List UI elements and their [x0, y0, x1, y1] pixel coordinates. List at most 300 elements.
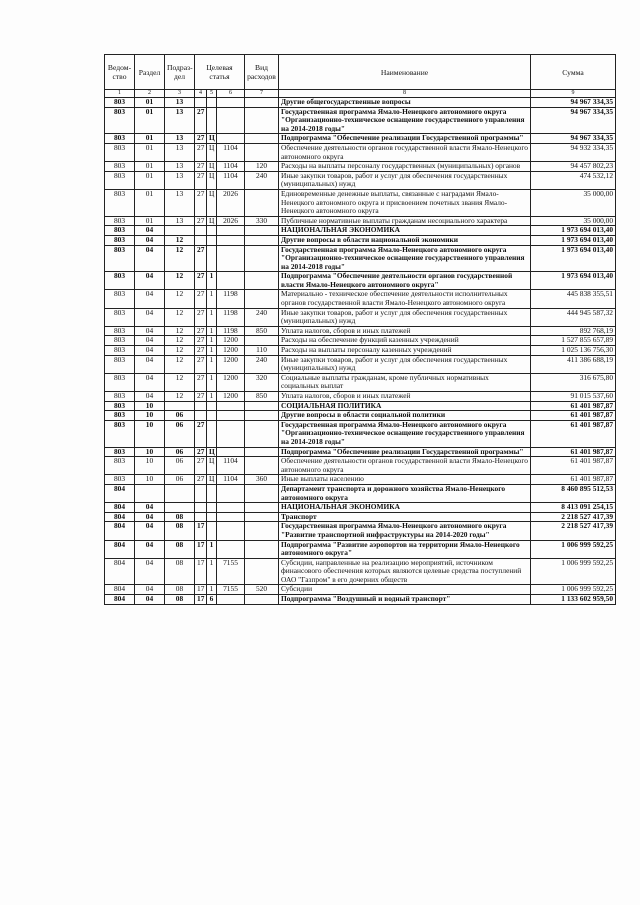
cell-target-program: 27	[195, 272, 207, 290]
cell-name: НАЦИОНАЛЬНАЯ ЭКОНОМИКА	[279, 226, 531, 236]
cell-razdel: 04	[135, 595, 165, 605]
table-row	[105, 595, 616, 605]
cell-expense-type	[245, 484, 279, 502]
table-row	[105, 346, 616, 356]
cell-target-direction: 1104	[217, 457, 245, 475]
cell-target-direction: 1200	[217, 346, 245, 356]
cell-expense-type	[245, 522, 279, 540]
cell-name: Расходы на обеспечение функций казенных учреждений	[279, 336, 531, 346]
cell-name: Государственная программа Ямало-Ненецкого автономного округа "Организационно-техническое оснащение государственного управления на 2014-2018 годы"	[279, 245, 531, 272]
cell-vedomstvo: 803	[105, 392, 135, 402]
cell-target-program: 27	[195, 447, 207, 457]
cell-target-program: 27	[195, 189, 207, 216]
table-row	[105, 484, 616, 502]
cell-amount: 8 460 895 512,53	[531, 484, 616, 502]
table-row	[105, 162, 616, 172]
cell-podrazdel: 12	[165, 290, 195, 308]
cell-podrazdel: 12	[165, 392, 195, 402]
cell-podrazdel: 08	[165, 558, 195, 585]
cell-name: Социальные выплаты гражданам, кроме публичных нормативных социальных выплат	[279, 373, 531, 391]
budget-table-body	[105, 98, 616, 605]
cell-target-program	[195, 484, 207, 502]
cell-target-program	[195, 401, 207, 411]
cell-amount: 411 386 688,19	[531, 355, 616, 373]
cell-expense-type	[245, 457, 279, 475]
column-number: 4	[195, 90, 207, 98]
cell-target-direction: 1200	[217, 392, 245, 402]
table-row	[105, 411, 616, 421]
cell-target-direction: 7155	[217, 558, 245, 585]
table-row	[105, 475, 616, 485]
cell-target-subprogram: 6	[207, 595, 217, 605]
column-number: 2	[135, 90, 165, 98]
cell-target-subprogram: 1	[207, 355, 217, 373]
cell-razdel: 01	[135, 189, 165, 216]
cell-target-program: 27	[195, 326, 207, 336]
cell-expense-type	[245, 98, 279, 108]
cell-target-direction	[217, 401, 245, 411]
cell-target-direction: 1200	[217, 373, 245, 391]
cell-target-direction	[217, 235, 245, 245]
cell-podrazdel: 06	[165, 411, 195, 421]
cell-name: Государственная программа Ямало-Ненецкого автономного округа "Развитие транспортной инфраструктуры на 2014-2020 годы"	[279, 522, 531, 540]
cell-podrazdel: 12	[165, 336, 195, 346]
cell-name: Транспорт	[279, 512, 531, 522]
cell-amount: 61 401 987,87	[531, 457, 616, 475]
cell-vedomstvo: 803	[105, 411, 135, 421]
cell-target-direction	[217, 540, 245, 558]
cell-expense-type	[245, 401, 279, 411]
cell-vedomstvo: 804	[105, 595, 135, 605]
cell-name: Подпрограмма "Воздушный и водный транспорт"	[279, 595, 531, 605]
budget-table	[104, 54, 616, 605]
cell-target-subprogram: Ц	[207, 143, 217, 161]
cell-amount: 61 401 987,87	[531, 411, 616, 421]
cell-expense-type: 850	[245, 392, 279, 402]
cell-expense-type	[245, 411, 279, 421]
cell-target-program: 27	[195, 245, 207, 272]
cell-razdel	[135, 484, 165, 502]
cell-target-direction: 1198	[217, 326, 245, 336]
cell-expense-type: 120	[245, 162, 279, 172]
cell-razdel: 04	[135, 373, 165, 391]
cell-podrazdel: 13	[165, 162, 195, 172]
cell-razdel: 04	[135, 585, 165, 595]
cell-amount: 94 457 802,23	[531, 162, 616, 172]
header-vedomstvo: Ведом-ство	[105, 55, 135, 90]
cell-amount: 94 932 334,35	[531, 143, 616, 161]
header-row	[105, 55, 616, 90]
cell-vedomstvo: 803	[105, 107, 135, 134]
cell-target-direction	[217, 411, 245, 421]
cell-target-direction	[217, 420, 245, 447]
cell-target-direction: 1198	[217, 308, 245, 326]
table-row	[105, 134, 616, 144]
cell-name: Департамент транспорта и дорожного хозяйства Ямало-Ненецкого автономного округа	[279, 484, 531, 502]
column-number: 3	[165, 90, 195, 98]
cell-vedomstvo: 803	[105, 226, 135, 236]
cell-razdel: 04	[135, 512, 165, 522]
cell-vedomstvo: 803	[105, 457, 135, 475]
cell-name: Иные закупки товаров, работ и услуг для обеспечения государственных (муниципальных) нужд	[279, 171, 531, 189]
cell-razdel: 01	[135, 134, 165, 144]
cell-target-subprogram	[207, 503, 217, 513]
cell-vedomstvo: 803	[105, 162, 135, 172]
cell-expense-type	[245, 290, 279, 308]
cell-razdel: 01	[135, 216, 165, 226]
cell-expense-type	[245, 540, 279, 558]
cell-target-program: 27	[195, 216, 207, 226]
cell-amount: 61 401 987,87	[531, 475, 616, 485]
table-row	[105, 447, 616, 457]
cell-amount: 35 000,00	[531, 189, 616, 216]
cell-expense-type	[245, 336, 279, 346]
cell-expense-type: 330	[245, 216, 279, 226]
cell-target-program: 27	[195, 457, 207, 475]
cell-vedomstvo: 803	[105, 401, 135, 411]
table-row	[105, 585, 616, 595]
cell-vedomstvo: 803	[105, 98, 135, 108]
table-row	[105, 143, 616, 161]
cell-vedomstvo: 803	[105, 171, 135, 189]
cell-target-direction	[217, 522, 245, 540]
cell-target-subprogram: 1	[207, 336, 217, 346]
cell-name: Расходы на выплаты персоналу государственных (муниципальных) органов	[279, 162, 531, 172]
header-vid-rashodov: Вид расходов	[245, 55, 279, 90]
cell-amount: 1 973 694 013,40	[531, 245, 616, 272]
cell-target-direction	[217, 447, 245, 457]
cell-name: Материально - техническое обеспечение деятельности исполнительных органов государственной власти Ямало-Ненецкого автономного округа	[279, 290, 531, 308]
cell-target-subprogram: 1	[207, 540, 217, 558]
cell-target-subprogram: Ц	[207, 457, 217, 475]
cell-podrazdel: 08	[165, 540, 195, 558]
cell-name: Государственная программа Ямало-Ненецкого автономного округа "Организационно-техническое оснащение государственного управления на 2014-2018 годы"	[279, 420, 531, 447]
cell-target-subprogram: Ц	[207, 475, 217, 485]
cell-name: СОЦИАЛЬНАЯ ПОЛИТИКА	[279, 401, 531, 411]
cell-vedomstvo: 803	[105, 373, 135, 391]
cell-target-program: 27	[195, 143, 207, 161]
cell-target-direction	[217, 595, 245, 605]
cell-vedomstvo: 803	[105, 143, 135, 161]
cell-target-program: 17	[195, 595, 207, 605]
cell-podrazdel: 13	[165, 134, 195, 144]
cell-amount: 94 967 334,35	[531, 134, 616, 144]
cell-expense-type	[245, 245, 279, 272]
cell-podrazdel: 13	[165, 143, 195, 161]
table-row	[105, 235, 616, 245]
cell-target-direction: 2026	[217, 216, 245, 226]
cell-podrazdel: 12	[165, 272, 195, 290]
table-row	[105, 216, 616, 226]
cell-target-program: 27	[195, 373, 207, 391]
cell-vedomstvo: 803	[105, 189, 135, 216]
cell-vedomstvo: 804	[105, 503, 135, 513]
cell-expense-type	[245, 558, 279, 585]
cell-vedomstvo: 804	[105, 558, 135, 585]
cell-target-program: 27	[195, 134, 207, 144]
cell-podrazdel: 08	[165, 595, 195, 605]
cell-podrazdel: 12	[165, 373, 195, 391]
cell-target-direction: 1198	[217, 290, 245, 308]
cell-target-program: 27	[195, 420, 207, 447]
cell-target-program: 17	[195, 558, 207, 585]
cell-podrazdel: 08	[165, 522, 195, 540]
table-row	[105, 401, 616, 411]
table-row	[105, 272, 616, 290]
cell-amount: 2 218 527 417,39	[531, 522, 616, 540]
cell-target-subprogram: Ц	[207, 134, 217, 144]
cell-razdel: 04	[135, 558, 165, 585]
table-row	[105, 308, 616, 326]
cell-target-program: 27	[195, 346, 207, 356]
cell-podrazdel: 13	[165, 107, 195, 134]
cell-name: Подпрограмма "Развитие аэропортов на территории Ямало-Ненецкого автономного округа"	[279, 540, 531, 558]
cell-podrazdel: 06	[165, 420, 195, 447]
cell-expense-type	[245, 447, 279, 457]
cell-podrazdel: 12	[165, 355, 195, 373]
cell-target-direction: 1104	[217, 143, 245, 161]
cell-expense-type	[245, 503, 279, 513]
cell-name: Публичные нормативные выплаты гражданам несоциального характера	[279, 216, 531, 226]
cell-amount: 35 000,00	[531, 216, 616, 226]
column-number: 9	[531, 90, 616, 98]
cell-target-program	[195, 512, 207, 522]
cell-podrazdel: 12	[165, 245, 195, 272]
table-row	[105, 326, 616, 336]
cell-vedomstvo: 804	[105, 585, 135, 595]
cell-expense-type: 850	[245, 326, 279, 336]
cell-vedomstvo: 803	[105, 355, 135, 373]
cell-name: Иные закупки товаров, работ и услуг для обеспечения государственных (муниципальных) нужд	[279, 308, 531, 326]
cell-vedomstvo: 803	[105, 420, 135, 447]
cell-expense-type	[245, 595, 279, 605]
table-row	[105, 355, 616, 373]
cell-podrazdel	[165, 401, 195, 411]
cell-target-subprogram: Ц	[207, 447, 217, 457]
cell-target-subprogram: 1	[207, 272, 217, 290]
cell-vedomstvo: 803	[105, 290, 135, 308]
cell-razdel: 04	[135, 308, 165, 326]
cell-target-program: 27	[195, 392, 207, 402]
cell-target-program	[195, 503, 207, 513]
cell-target-program: 27	[195, 308, 207, 326]
cell-name: НАЦИОНАЛЬНАЯ ЭКОНОМИКА	[279, 503, 531, 513]
cell-razdel: 04	[135, 290, 165, 308]
cell-target-program: 27	[195, 355, 207, 373]
cell-amount: 1 006 999 592,25	[531, 585, 616, 595]
cell-target-subprogram: 1	[207, 290, 217, 308]
cell-target-direction	[217, 134, 245, 144]
cell-target-subprogram	[207, 420, 217, 447]
cell-amount: 8 413 091 254,15	[531, 503, 616, 513]
cell-target-direction: 1104	[217, 162, 245, 172]
cell-name: Расходы на выплаты персоналу казенных учреждений	[279, 346, 531, 356]
cell-razdel: 04	[135, 326, 165, 336]
cell-target-subprogram	[207, 411, 217, 421]
cell-target-program	[195, 235, 207, 245]
cell-razdel: 04	[135, 272, 165, 290]
cell-name: Иные выплаты населению	[279, 475, 531, 485]
cell-target-direction	[217, 512, 245, 522]
cell-amount: 1 973 694 013,40	[531, 235, 616, 245]
table-row	[105, 171, 616, 189]
cell-vedomstvo: 803	[105, 272, 135, 290]
table-row	[105, 522, 616, 540]
cell-target-subprogram: Ц	[207, 189, 217, 216]
cell-amount: 474 532,12	[531, 171, 616, 189]
cell-podrazdel	[165, 226, 195, 236]
table-row	[105, 107, 616, 134]
cell-target-program: 27	[195, 171, 207, 189]
cell-expense-type: 240	[245, 171, 279, 189]
cell-expense-type: 110	[245, 346, 279, 356]
cell-vedomstvo: 803	[105, 245, 135, 272]
cell-target-direction: 1200	[217, 336, 245, 346]
cell-name: Подпрограмма "Обеспечение реализации Государственной программы"	[279, 447, 531, 457]
cell-amount: 94 967 334,35	[531, 107, 616, 134]
cell-razdel: 04	[135, 346, 165, 356]
cell-amount: 2 218 527 417,39	[531, 512, 616, 522]
cell-razdel: 10	[135, 411, 165, 421]
cell-podrazdel: 13	[165, 98, 195, 108]
column-number: 1	[105, 90, 135, 98]
cell-podrazdel	[165, 484, 195, 502]
cell-razdel: 04	[135, 355, 165, 373]
cell-target-subprogram: Ц	[207, 162, 217, 172]
cell-podrazdel: 13	[165, 216, 195, 226]
table-row	[105, 558, 616, 585]
cell-target-program: 17	[195, 522, 207, 540]
cell-razdel: 04	[135, 522, 165, 540]
cell-podrazdel: 13	[165, 171, 195, 189]
cell-name: Обеспечение деятельности органов государственной власти Ямало-Ненецкого автономного округа	[279, 457, 531, 475]
cell-amount: 1 133 602 959,50	[531, 595, 616, 605]
cell-target-direction: 1104	[217, 475, 245, 485]
header-razdel: Раздел	[135, 55, 165, 90]
cell-name: Другие вопросы в области национальной экономики	[279, 235, 531, 245]
cell-target-direction: 2026	[217, 189, 245, 216]
cell-name: Уплата налогов, сборов и иных платежей	[279, 392, 531, 402]
table-row	[105, 420, 616, 447]
cell-name: Единовременные денежные выплаты, связанные с наградами Ямало-Ненецкого автономного округа и присвоением почетных звания Ямало-Ненецкого автономного округа	[279, 189, 531, 216]
cell-target-direction	[217, 98, 245, 108]
cell-amount: 1 006 999 592,25	[531, 558, 616, 585]
cell-expense-type	[245, 143, 279, 161]
cell-target-subprogram	[207, 226, 217, 236]
cell-vedomstvo: 803	[105, 336, 135, 346]
cell-podrazdel: 06	[165, 475, 195, 485]
cell-podrazdel	[165, 503, 195, 513]
cell-name: Государственная программа Ямало-Ненецкого автономного округа "Организационно-техническое оснащение государственного управления на 2014-2018 годы"	[279, 107, 531, 134]
cell-amount: 1 973 694 013,40	[531, 272, 616, 290]
cell-razdel: 04	[135, 245, 165, 272]
cell-name: Подпрограмма "Обеспечение деятельности органов государственной власти Ямало-Ненецкого автономного округа"	[279, 272, 531, 290]
cell-expense-type	[245, 134, 279, 144]
cell-vedomstvo: 803	[105, 475, 135, 485]
cell-vedomstvo: 803	[105, 235, 135, 245]
cell-expense-type: 240	[245, 308, 279, 326]
cell-amount: 1 527 855 657,89	[531, 336, 616, 346]
cell-name: Другие вопросы в области социальной политики	[279, 411, 531, 421]
cell-vedomstvo: 803	[105, 447, 135, 457]
cell-podrazdel: 08	[165, 512, 195, 522]
cell-name: Субсидии	[279, 585, 531, 595]
cell-target-direction	[217, 272, 245, 290]
cell-amount: 316 675,80	[531, 373, 616, 391]
table-row	[105, 392, 616, 402]
cell-target-direction	[217, 226, 245, 236]
cell-target-direction	[217, 503, 245, 513]
cell-target-direction: 1104	[217, 171, 245, 189]
cell-target-subprogram: 1	[207, 373, 217, 391]
cell-target-subprogram: Ц	[207, 171, 217, 189]
cell-expense-type: 360	[245, 475, 279, 485]
cell-podrazdel: 12	[165, 308, 195, 326]
cell-target-program: 17	[195, 540, 207, 558]
cell-razdel: 10	[135, 475, 165, 485]
cell-razdel: 01	[135, 171, 165, 189]
cell-podrazdel: 12	[165, 326, 195, 336]
cell-amount: 91 015 537,60	[531, 392, 616, 402]
cell-podrazdel: 08	[165, 585, 195, 595]
cell-expense-type	[245, 235, 279, 245]
table-row	[105, 189, 616, 216]
cell-razdel: 04	[135, 503, 165, 513]
cell-target-subprogram	[207, 484, 217, 502]
cell-target-subprogram	[207, 401, 217, 411]
cell-amount: 1 025 136 756,30	[531, 346, 616, 356]
table-row	[105, 290, 616, 308]
cell-target-program: 27	[195, 336, 207, 346]
cell-razdel: 04	[135, 336, 165, 346]
cell-name: Другие общегосударственные вопросы	[279, 98, 531, 108]
cell-target-program	[195, 98, 207, 108]
header-podrazdel: Подраз-дел	[165, 55, 195, 90]
cell-target-subprogram	[207, 522, 217, 540]
cell-podrazdel: 06	[165, 457, 195, 475]
table-row	[105, 503, 616, 513]
cell-podrazdel: 13	[165, 189, 195, 216]
cell-target-subprogram: 1	[207, 308, 217, 326]
cell-target-program: 17	[195, 585, 207, 595]
cell-razdel: 01	[135, 107, 165, 134]
cell-vedomstvo: 804	[105, 540, 135, 558]
cell-razdel: 10	[135, 457, 165, 475]
cell-vedomstvo: 803	[105, 326, 135, 336]
column-number: 7	[245, 90, 279, 98]
cell-amount: 444 945 587,32	[531, 308, 616, 326]
cell-amount: 445 838 355,51	[531, 290, 616, 308]
table-row	[105, 245, 616, 272]
column-number-row	[105, 90, 616, 98]
cell-podrazdel: 12	[165, 346, 195, 356]
cell-amount: 1 006 999 592,25	[531, 540, 616, 558]
cell-amount: 892 768,19	[531, 326, 616, 336]
cell-podrazdel: 06	[165, 447, 195, 457]
cell-amount: 94 967 334,35	[531, 98, 616, 108]
column-number: 8	[279, 90, 531, 98]
cell-amount: 61 401 987,87	[531, 420, 616, 447]
cell-target-subprogram: 1	[207, 558, 217, 585]
column-number: 6	[217, 90, 245, 98]
cell-razdel: 04	[135, 235, 165, 245]
header-summa: Сумма	[531, 55, 616, 90]
cell-expense-type: 240	[245, 355, 279, 373]
cell-razdel: 10	[135, 420, 165, 447]
cell-target-program: 27	[195, 107, 207, 134]
cell-vedomstvo: 803	[105, 346, 135, 356]
cell-vedomstvo: 803	[105, 216, 135, 226]
